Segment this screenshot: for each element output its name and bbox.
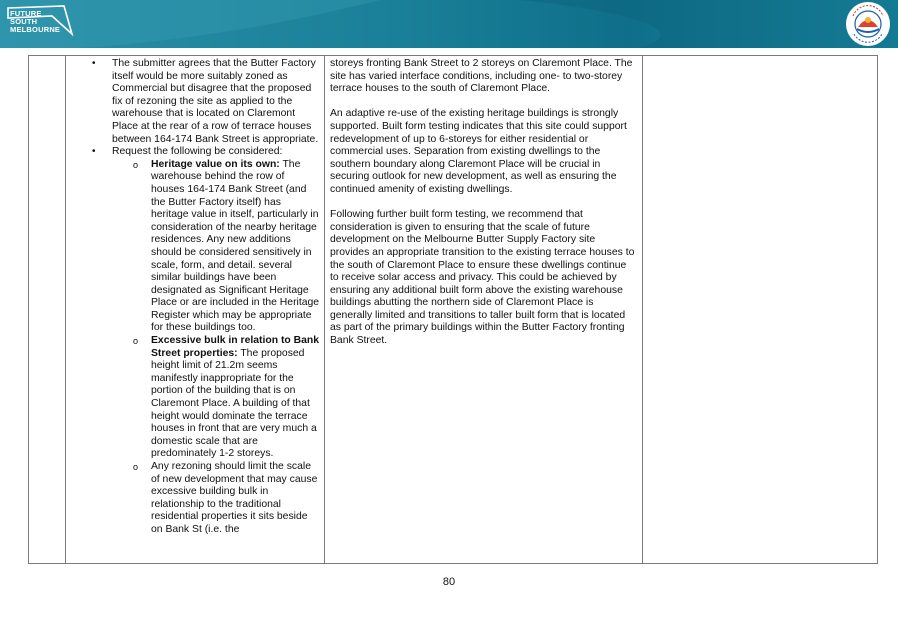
logo-wordmark: [10, 10, 60, 34]
logo-line: SOUTH: [10, 17, 38, 26]
sub-item-heading: Excessive bulk in relation to Bank Street properties:: [151, 335, 320, 359]
page-number: 80: [442, 576, 456, 588]
sub-item-heading: Heritage value on its own:: [151, 158, 280, 170]
page-header: [0, 0, 898, 48]
table-row: [29, 56, 878, 564]
sub-list-item: [70, 461, 320, 537]
list-item: [70, 58, 320, 146]
response-paragraph: An adaptive re-use of the existing heritage buildings is strongly supported. Built form testing indicates that this site could support redevelopment of up to 6-storeys for either residential or commercial uses. Separation from existing dwellings to the southern boundary along Claremont Place will be crucial in securing outlook for new development, as well as ensuring the continued amenity of existing dwellings.: [330, 108, 627, 195]
sub-list-item: [70, 159, 320, 335]
header-wave-graphic: [0, 0, 898, 48]
list-item: [70, 146, 320, 159]
bullet-icon: •: [92, 58, 96, 69]
response-paragraph: storeys fronting Bank Street to 2 storeys on Claremont Place. The site has varied interface conditions, including one- to two-storey terrace houses to the south of Claremont Place.: [330, 58, 633, 95]
bullet-text: Request the following be considered:: [112, 146, 283, 158]
logo-line: MELBOURNE: [10, 25, 61, 34]
sub-list-item: [70, 335, 320, 461]
sub-bullet-icon: o: [133, 159, 139, 170]
response-cell: [325, 56, 643, 564]
sub-item-text: Any rezoning should limit the scale of new development that may cause excessive building bulk in relationship to the traditional residential properties it sits beside on Bank St (i.e. the: [151, 461, 318, 535]
sub-bullet-icon: o: [133, 336, 139, 347]
bullet-icon: •: [92, 146, 96, 158]
submission-table: [28, 55, 878, 564]
outcome-cell: [643, 56, 878, 564]
number-cell: [29, 56, 66, 564]
submission-cell: [66, 56, 325, 564]
response-paragraph: Following further built form testing, we recommend that consideration is given to ensuring that the scale of future development on the Melbourne Butter Supply Factory site provides an appropriate transition to the existing terrace houses to the south of Claremont Place to ensure these dwellings continue to receive solar access and privacy. This could be achieved by ensuring any additional built form above the existing warehouse buildings abutting the northern side of Claremont Place is generally limited and transitions to taller built form that is located as part of the primary buildings within the Butter Factory fronting Bank Street.: [330, 209, 635, 347]
bullet-text: The submitter agrees that the Butter Factory itself would be more suitably zoned as Commercial but disagree that the proposed fix of rezoning the site as applied to the warehouse that is located on Claremont Place at the rear of a row of terrace houses between 164-174 Bank Street is appropriate.: [112, 58, 319, 145]
sub-bullet-icon: o: [133, 462, 139, 472]
sub-item-text: The proposed height limit of 21.2m seems manifestly inappropriate for the portion of the building that is on Claremont Place. A building of that height would dominate the terrace houses in front that are very much a domestic scale that are predominately 1-2 storeys.: [151, 347, 317, 460]
city-of-port-phillip-seal: [845, 1, 891, 47]
logo-line: FUTURE: [10, 9, 42, 18]
sub-item-text: The warehouse behind the row of houses 164-174 Bank Street (and the Butter Factory itself) has heritage value in itself, particularly in consideration of the nearby heritage residences. Any new additions should be considered sensitively in scale, form, and detail. several similar buildings have been designated as Significant Heritage Place or are included in the Heritage Register which may be appropriate for these buildings too.: [151, 158, 320, 334]
